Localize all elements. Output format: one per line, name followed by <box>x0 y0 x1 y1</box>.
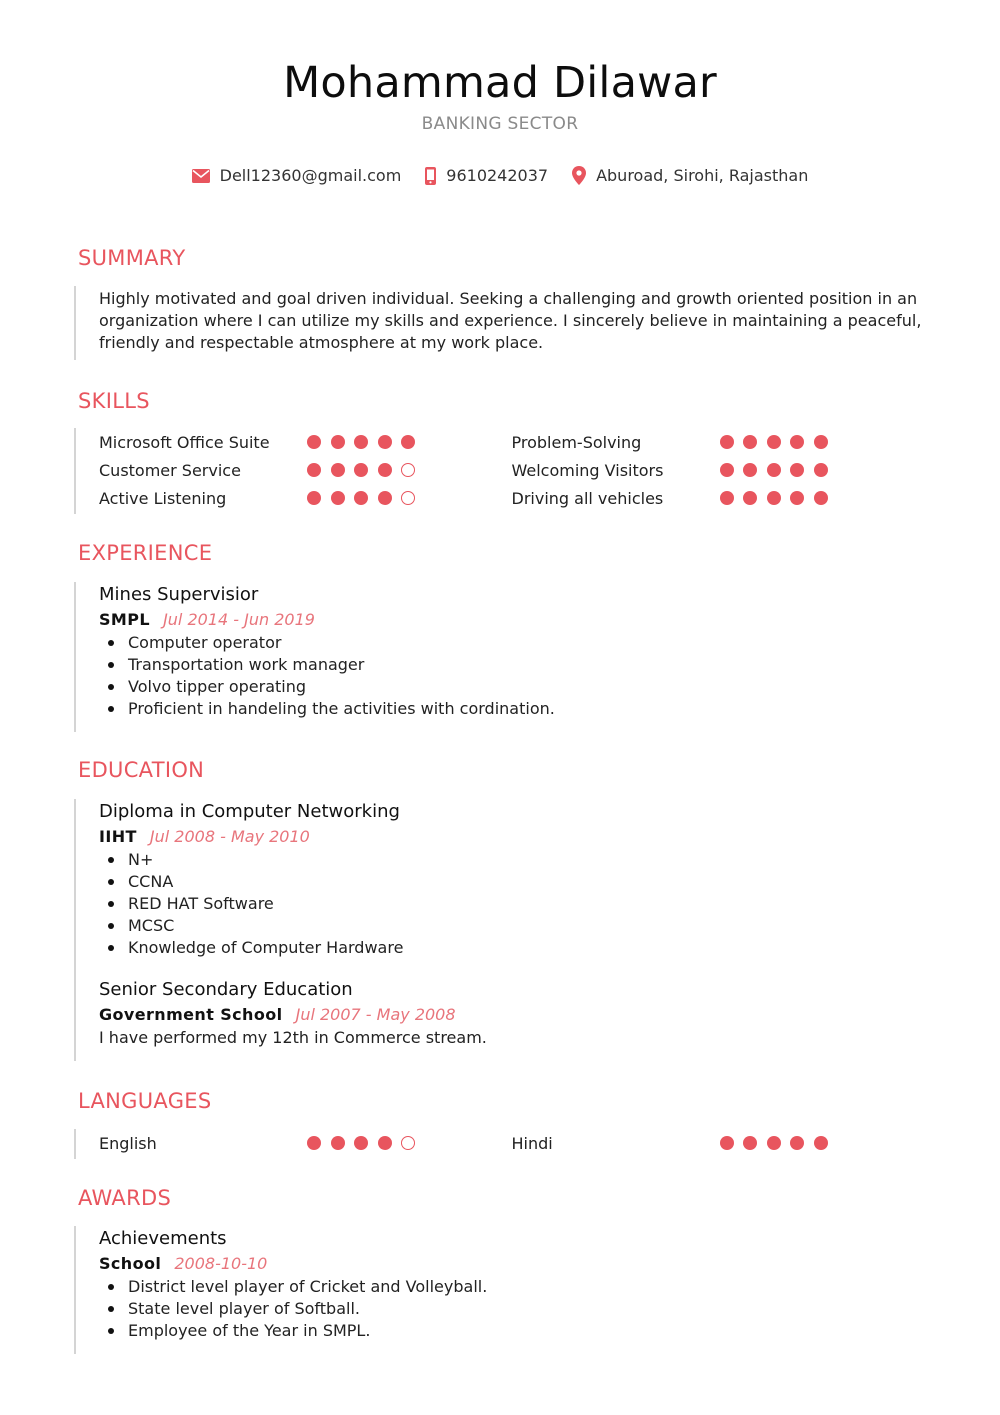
skill-row <box>99 456 924 484</box>
award-issuer-line <box>99 1252 924 1276</box>
languages-heading: LANGUAGES <box>78 1089 212 1113</box>
education-bullets <box>99 849 924 959</box>
rating-dot-filled <box>814 491 828 505</box>
employer-name: SMPL <box>99 610 150 629</box>
rating-dot-filled <box>307 463 321 477</box>
skill-rating-dots <box>720 435 924 449</box>
rating-dot-filled <box>331 491 345 505</box>
skill-label: Welcoming Visitors <box>511 460 664 480</box>
rating-dot-filled <box>743 1136 757 1150</box>
rating-dot-filled <box>331 463 345 477</box>
language-rating-dots <box>307 1136 511 1150</box>
list-item: District level player of Cricket and Volleyball. <box>99 1276 924 1298</box>
list-item: Proficient in handeling the activities with cordination. <box>99 698 924 720</box>
rating-dot-filled <box>354 463 368 477</box>
rating-dot-filled <box>790 463 804 477</box>
list-item: N+ <box>99 849 924 871</box>
rating-dot-empty <box>401 491 415 505</box>
list-item: CCNA <box>99 871 924 893</box>
employment-dates: Jul 2014 - Jun 2019 <box>163 610 315 629</box>
contact-phone[interactable] <box>425 166 548 185</box>
awards-heading: AWARDS <box>78 1186 172 1210</box>
rating-dot-filled <box>307 491 321 505</box>
education-description: I have performed my 12th in Commerce stream. <box>99 1028 487 1047</box>
awards-section <box>74 1226 924 1354</box>
rating-dot-filled <box>743 491 757 505</box>
award-date: 2008-10-10 <box>174 1254 268 1273</box>
contact-bar <box>0 166 1000 185</box>
language-label: English <box>99 1133 157 1153</box>
rating-dot-filled <box>767 1136 781 1150</box>
rating-dot-empty <box>401 1136 415 1150</box>
skill-label: Problem-Solving <box>511 432 642 452</box>
degree-title: Senior Secondary Education <box>99 979 353 1000</box>
candidate-role: BANKING SECTOR <box>421 114 579 134</box>
email-icon <box>192 169 210 183</box>
list-item: Computer operator <box>99 632 924 654</box>
skill-rating-dots <box>720 491 924 505</box>
rating-dot-filled <box>790 435 804 449</box>
education-heading: EDUCATION <box>78 758 205 782</box>
list-item: Volvo tipper operating <box>99 676 924 698</box>
rating-dot-filled <box>814 435 828 449</box>
list-item: Transportation work manager <box>99 654 924 676</box>
experience-section <box>74 582 924 732</box>
skill-rating-dots <box>307 463 511 477</box>
skills-grid <box>99 428 924 512</box>
rating-dot-filled <box>307 435 321 449</box>
rating-dot-filled <box>767 435 781 449</box>
rating-dot-filled <box>354 491 368 505</box>
location-text: Aburoad, Sirohi, Rajasthan <box>596 166 809 185</box>
experience-heading: EXPERIENCE <box>78 541 213 565</box>
language-label: Hindi <box>511 1133 553 1153</box>
experience-bullets <box>99 632 924 720</box>
education-entry <box>99 799 924 959</box>
rating-dot-filled <box>354 1136 368 1150</box>
rating-dot-filled <box>378 463 392 477</box>
rating-dot-filled <box>814 1136 828 1150</box>
skill-label: Active Listening <box>99 488 227 508</box>
contact-email[interactable] <box>192 166 402 185</box>
languages-section <box>74 1129 924 1159</box>
rating-dot-filled <box>331 1136 345 1150</box>
rating-dot-filled <box>331 435 345 449</box>
location-pin-icon <box>572 166 586 185</box>
award-entry <box>99 1226 924 1342</box>
rating-dot-filled <box>790 1136 804 1150</box>
rating-dot-filled <box>378 1136 392 1150</box>
institution-name: IIHT <box>99 827 137 846</box>
institution-line <box>99 825 924 849</box>
education-dates: Jul 2008 - May 2010 <box>149 827 310 846</box>
rating-dot-filled <box>720 463 734 477</box>
candidate-name: Mohammad Dilawar <box>283 58 717 108</box>
rating-dot-filled <box>720 435 734 449</box>
skills-section <box>74 428 924 514</box>
language-row <box>99 1129 924 1157</box>
rating-dot-filled <box>814 463 828 477</box>
summary-heading: SUMMARY <box>78 246 186 270</box>
language-rating-dots <box>720 1136 924 1150</box>
list-item: RED HAT Software <box>99 893 924 915</box>
degree-title: Diploma in Computer Networking <box>99 801 400 822</box>
award-bullets <box>99 1276 924 1342</box>
skills-heading: SKILLS <box>78 389 150 413</box>
award-title: Achievements <box>99 1228 227 1249</box>
phone-icon <box>425 167 436 185</box>
institution-name: Government School <box>99 1005 283 1024</box>
rating-dot-filled <box>378 435 392 449</box>
list-item: State level player of Softball. <box>99 1298 924 1320</box>
rating-dot-empty <box>401 463 415 477</box>
rating-dot-filled <box>767 491 781 505</box>
rating-dot-filled <box>743 463 757 477</box>
skill-label: Driving all vehicles <box>511 488 664 508</box>
rating-dot-filled <box>401 435 415 449</box>
rating-dot-filled <box>720 1136 734 1150</box>
experience-entry <box>99 582 924 720</box>
education-entry <box>99 977 924 1049</box>
employer-line <box>99 608 924 632</box>
list-item: Employee of the Year in SMPL. <box>99 1320 924 1342</box>
rating-dot-filled <box>354 435 368 449</box>
rating-dot-filled <box>790 491 804 505</box>
summary-text: Highly motivated and goal driven individual. Seeking a challenging and growth oriented position in an organization where I can utilize my skills and experience. I sincerely believe in maintaining a peaceful, friendly and respectable atmosphere at my work place. <box>99 289 922 352</box>
contact-location <box>572 166 808 185</box>
education-dates: Jul 2007 - May 2008 <box>295 1005 456 1024</box>
position-title: Mines Supervisior <box>99 584 259 605</box>
rating-dot-filled <box>720 491 734 505</box>
rating-dot-filled <box>307 1136 321 1150</box>
list-item: MCSC <box>99 915 924 937</box>
summary-section <box>74 286 924 360</box>
skill-rating-dots <box>720 463 924 477</box>
skill-row <box>99 428 924 456</box>
skill-rating-dots <box>307 435 511 449</box>
list-item: Knowledge of Computer Hardware <box>99 937 924 959</box>
languages-grid <box>99 1129 924 1157</box>
rating-dot-filled <box>743 435 757 449</box>
email-text[interactable]: Dell12360@gmail.com <box>219 166 402 185</box>
rating-dot-filled <box>378 491 392 505</box>
award-issuer: School <box>99 1254 162 1273</box>
skill-rating-dots <box>307 491 511 505</box>
institution-line <box>99 1003 924 1027</box>
skill-row <box>99 484 924 512</box>
skill-label: Customer Service <box>99 460 241 480</box>
rating-dot-filled <box>767 463 781 477</box>
phone-text[interactable]: 9610242037 <box>446 166 549 185</box>
education-section <box>74 799 924 1061</box>
skill-label: Microsoft Office Suite <box>99 432 270 452</box>
